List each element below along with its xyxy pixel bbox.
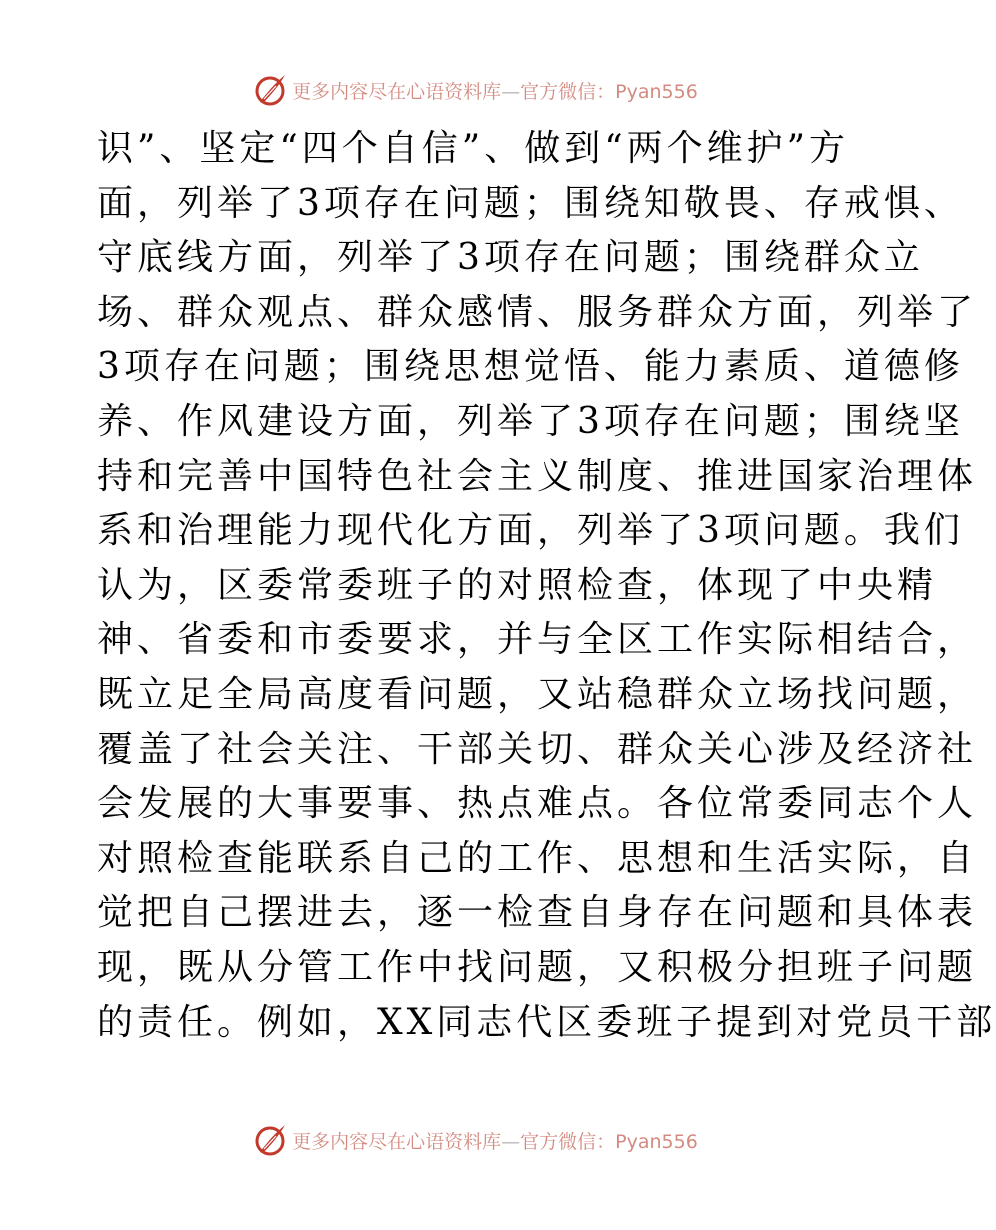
text-line: 守底线方面，列举了3项存在问题；围绕群众立: [97, 237, 924, 279]
text-line: 3项存在问题；围绕思想觉悟、能力素质、道德修: [97, 346, 964, 388]
document-body: [97, 122, 996, 1050]
footer-banner-dash: —: [501, 1130, 521, 1153]
text-line: 场、群众观点、群众感情、服务群众方面，列举了: [97, 291, 978, 333]
header-banner-contact: 官方微信：Pyan556: [520, 80, 698, 103]
footer-banner-contact: 官方微信：Pyan556: [520, 1130, 698, 1153]
quill-pen-icon: [252, 1122, 288, 1158]
text-line: 覆盖了社会关注、干部关切、群众关心涉及经济社: [97, 728, 978, 770]
text-line: 神、省委和市委要求，并与全区工作实际相结合，: [97, 619, 978, 661]
footer-banner-text: [292, 1127, 698, 1154]
text-line: 识”、坚定“四个自信”、做到“两个维护”方: [97, 128, 850, 169]
text-line: 认为，区委常委班子的对照检查，体现了中央精: [97, 564, 938, 606]
text-line: 对照检查能联系自己的工作、思想和生活实际，自: [97, 837, 978, 879]
quill-pen-icon: [252, 72, 288, 108]
text-line: 养、作风建设方面，列举了3项存在问题；围绕坚: [97, 400, 964, 442]
header-banner-dash: —: [501, 80, 521, 103]
header-banner: [0, 70, 950, 110]
text-line: 持和完善中国特色社会主义制度、推进国家治理体: [97, 455, 978, 497]
text-line: 系和治理能力现代化方面，列举了3项问题。我们: [97, 510, 964, 552]
footer-banner: [0, 1120, 950, 1160]
text-line: 会发展的大事要事、热点难点。各位常委同志个人: [97, 783, 978, 825]
text-line: 现，既从分管工作中找问题，又积极分担班子问题: [97, 946, 978, 988]
text-line: 觉把自己摆进去，逐一检查自身存在问题和具体表: [97, 892, 978, 934]
footer-banner-title: 更多内容尽在心语资料库: [292, 1130, 502, 1153]
header-banner-text: [292, 77, 698, 104]
header-banner-title: 更多内容尽在心语资料库: [292, 80, 502, 103]
text-line: 的责任。例如，XX同志代区委班子提到对党员干部: [97, 1001, 996, 1043]
text-line: 面，列举了3项存在问题；围绕知敬畏、存戒惧、: [97, 182, 964, 224]
text-line: 既立足全局高度看问题，又站稳群众立场找问题，: [97, 673, 978, 715]
